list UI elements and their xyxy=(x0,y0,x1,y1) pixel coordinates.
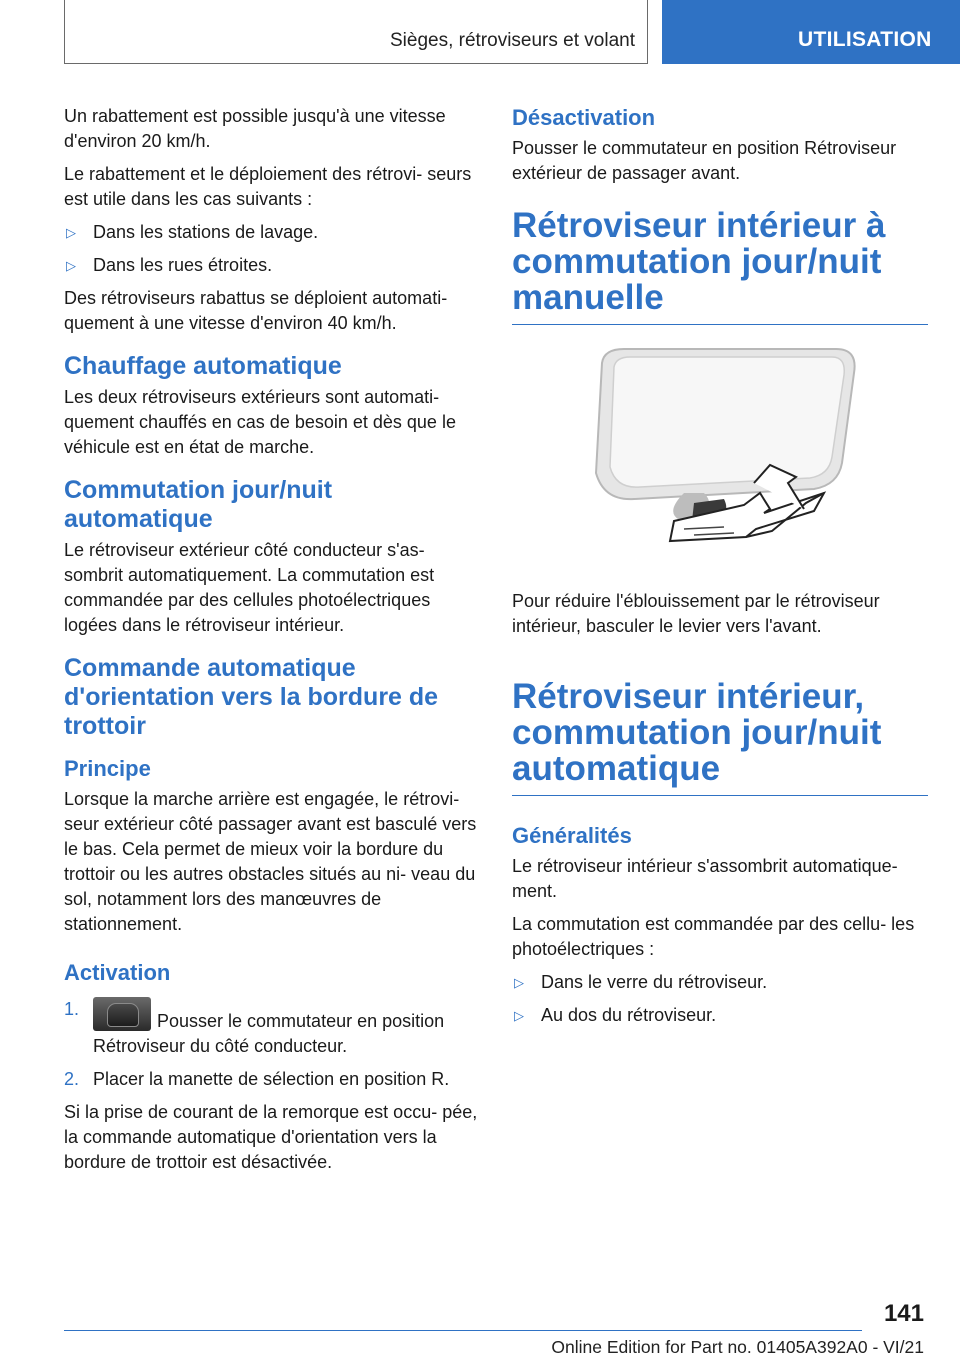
paragraph: Les deux rétroviseurs extérieurs sont automati‐ quement chauffés en cas de besoin et dès que le véhicule est en état de marche. xyxy=(64,387,456,457)
heading-heating: Chauffage automatique xyxy=(64,352,342,380)
heading-dimming: Commutation jour/nuit automatique xyxy=(64,476,333,533)
triangle-bullet-icon: ▷ xyxy=(514,975,524,990)
mirror-switch-icon xyxy=(93,997,151,1031)
list-item xyxy=(64,1067,480,1092)
heading-auto-dimming: Rétroviseur intérieur, commutation jour/nuit automatique xyxy=(512,679,928,796)
heading-activation: Activation xyxy=(64,960,171,985)
heading-principle: Principe xyxy=(64,756,151,781)
paragraph: Si la prise de courant de la remorque est occu‐ pée, la commande automatique d'orientation vers la bordure de trottoir est désactivée. xyxy=(64,1102,478,1172)
paragraph: Un rabattement est possible jusqu'à une vitesse d'environ 20 km/h. xyxy=(64,106,446,151)
right-column xyxy=(512,104,928,1036)
paragraph: Le rétroviseur extérieur côté conducteur s'as‐ sombrit automatiquement. La commutation est commandée par des cellules photoélectriques logées dans le rétroviseur intérieur. xyxy=(64,540,435,635)
list-item xyxy=(64,997,480,1059)
triangle-bullet-icon: ▷ xyxy=(514,1008,524,1023)
bullet-list xyxy=(512,970,928,1028)
chapter-tab[interactable] xyxy=(662,0,960,64)
heading-general: Généralités xyxy=(512,823,632,848)
page-number: 141 xyxy=(883,1300,924,1327)
bullet-list xyxy=(64,220,480,278)
step-list xyxy=(64,997,480,1092)
mirror-drawing xyxy=(574,343,874,553)
rearview-mirror-illustration xyxy=(512,343,928,575)
step-number: 1. xyxy=(64,999,80,1019)
paragraph: Pousser le commutateur en position Rétroviseur extérieur de passager avant. xyxy=(512,138,897,183)
paragraph: Le rétroviseur intérieur s'assombrit automatique‐ ment. xyxy=(512,856,898,901)
heading-deactivation: Désactivation xyxy=(512,105,656,130)
list-item: ▷ Dans les rues étroites. xyxy=(64,253,480,278)
heading-manual-dimming: Rétroviseur intérieur à commutation jour/nuit manuelle xyxy=(512,208,928,325)
list-item: ▷ Dans les stations de lavage. xyxy=(64,220,480,245)
step-text: Pousser le commutateur en position Rétroviseur du côté conducteur. xyxy=(93,1011,445,1056)
paragraph: Pour réduire l'éblouissement par le rétroviseur intérieur, basculer le levier vers l'avant. xyxy=(512,591,880,636)
footer-divider xyxy=(64,1330,862,1331)
left-column xyxy=(64,104,480,1183)
chapter-tab-label: UTILISATION xyxy=(798,28,932,51)
list-item: ▷ Dans le verre du rétroviseur. xyxy=(512,970,928,995)
list-item: ▷ Au dos du rétroviseur. xyxy=(512,1003,928,1028)
paragraph: Des rétroviseurs rabattus se déploient automati‐ quement à une vitesse d'environ 40 km/h. xyxy=(64,288,448,333)
step-text: Placer la manette de sélection en position R. xyxy=(93,1069,450,1089)
triangle-bullet-icon: ▷ xyxy=(66,258,76,273)
edition-info: Online Edition for Part no. 01405A392A0 - VI/21 xyxy=(551,1337,924,1357)
step-number: 2. xyxy=(64,1069,80,1089)
heading-curb-tilt: Commande automatique d'orientation vers la bordure de trottoir xyxy=(64,654,439,740)
header-frame xyxy=(64,0,648,64)
paragraph: Le rabattement et le déploiement des rétrovi‐ seurs est utile dans les cas suivants : xyxy=(64,164,472,209)
section-title: Sièges, rétroviseurs et volant xyxy=(389,30,635,51)
paragraph: Lorsque la marche arrière est engagée, le rétrovi‐ seur extérieur côté passager avant est basculé vers le bas. Cela permet de mieux voir la bordure du trottoir ou les autres obstacles situés au ni‐ veau du sol, notamment lors des manœuvres de stationnement. xyxy=(64,789,477,934)
paragraph: La commutation est commandée par des cellu‐ les photoélectriques : xyxy=(512,914,915,959)
triangle-bullet-icon: ▷ xyxy=(66,225,76,240)
